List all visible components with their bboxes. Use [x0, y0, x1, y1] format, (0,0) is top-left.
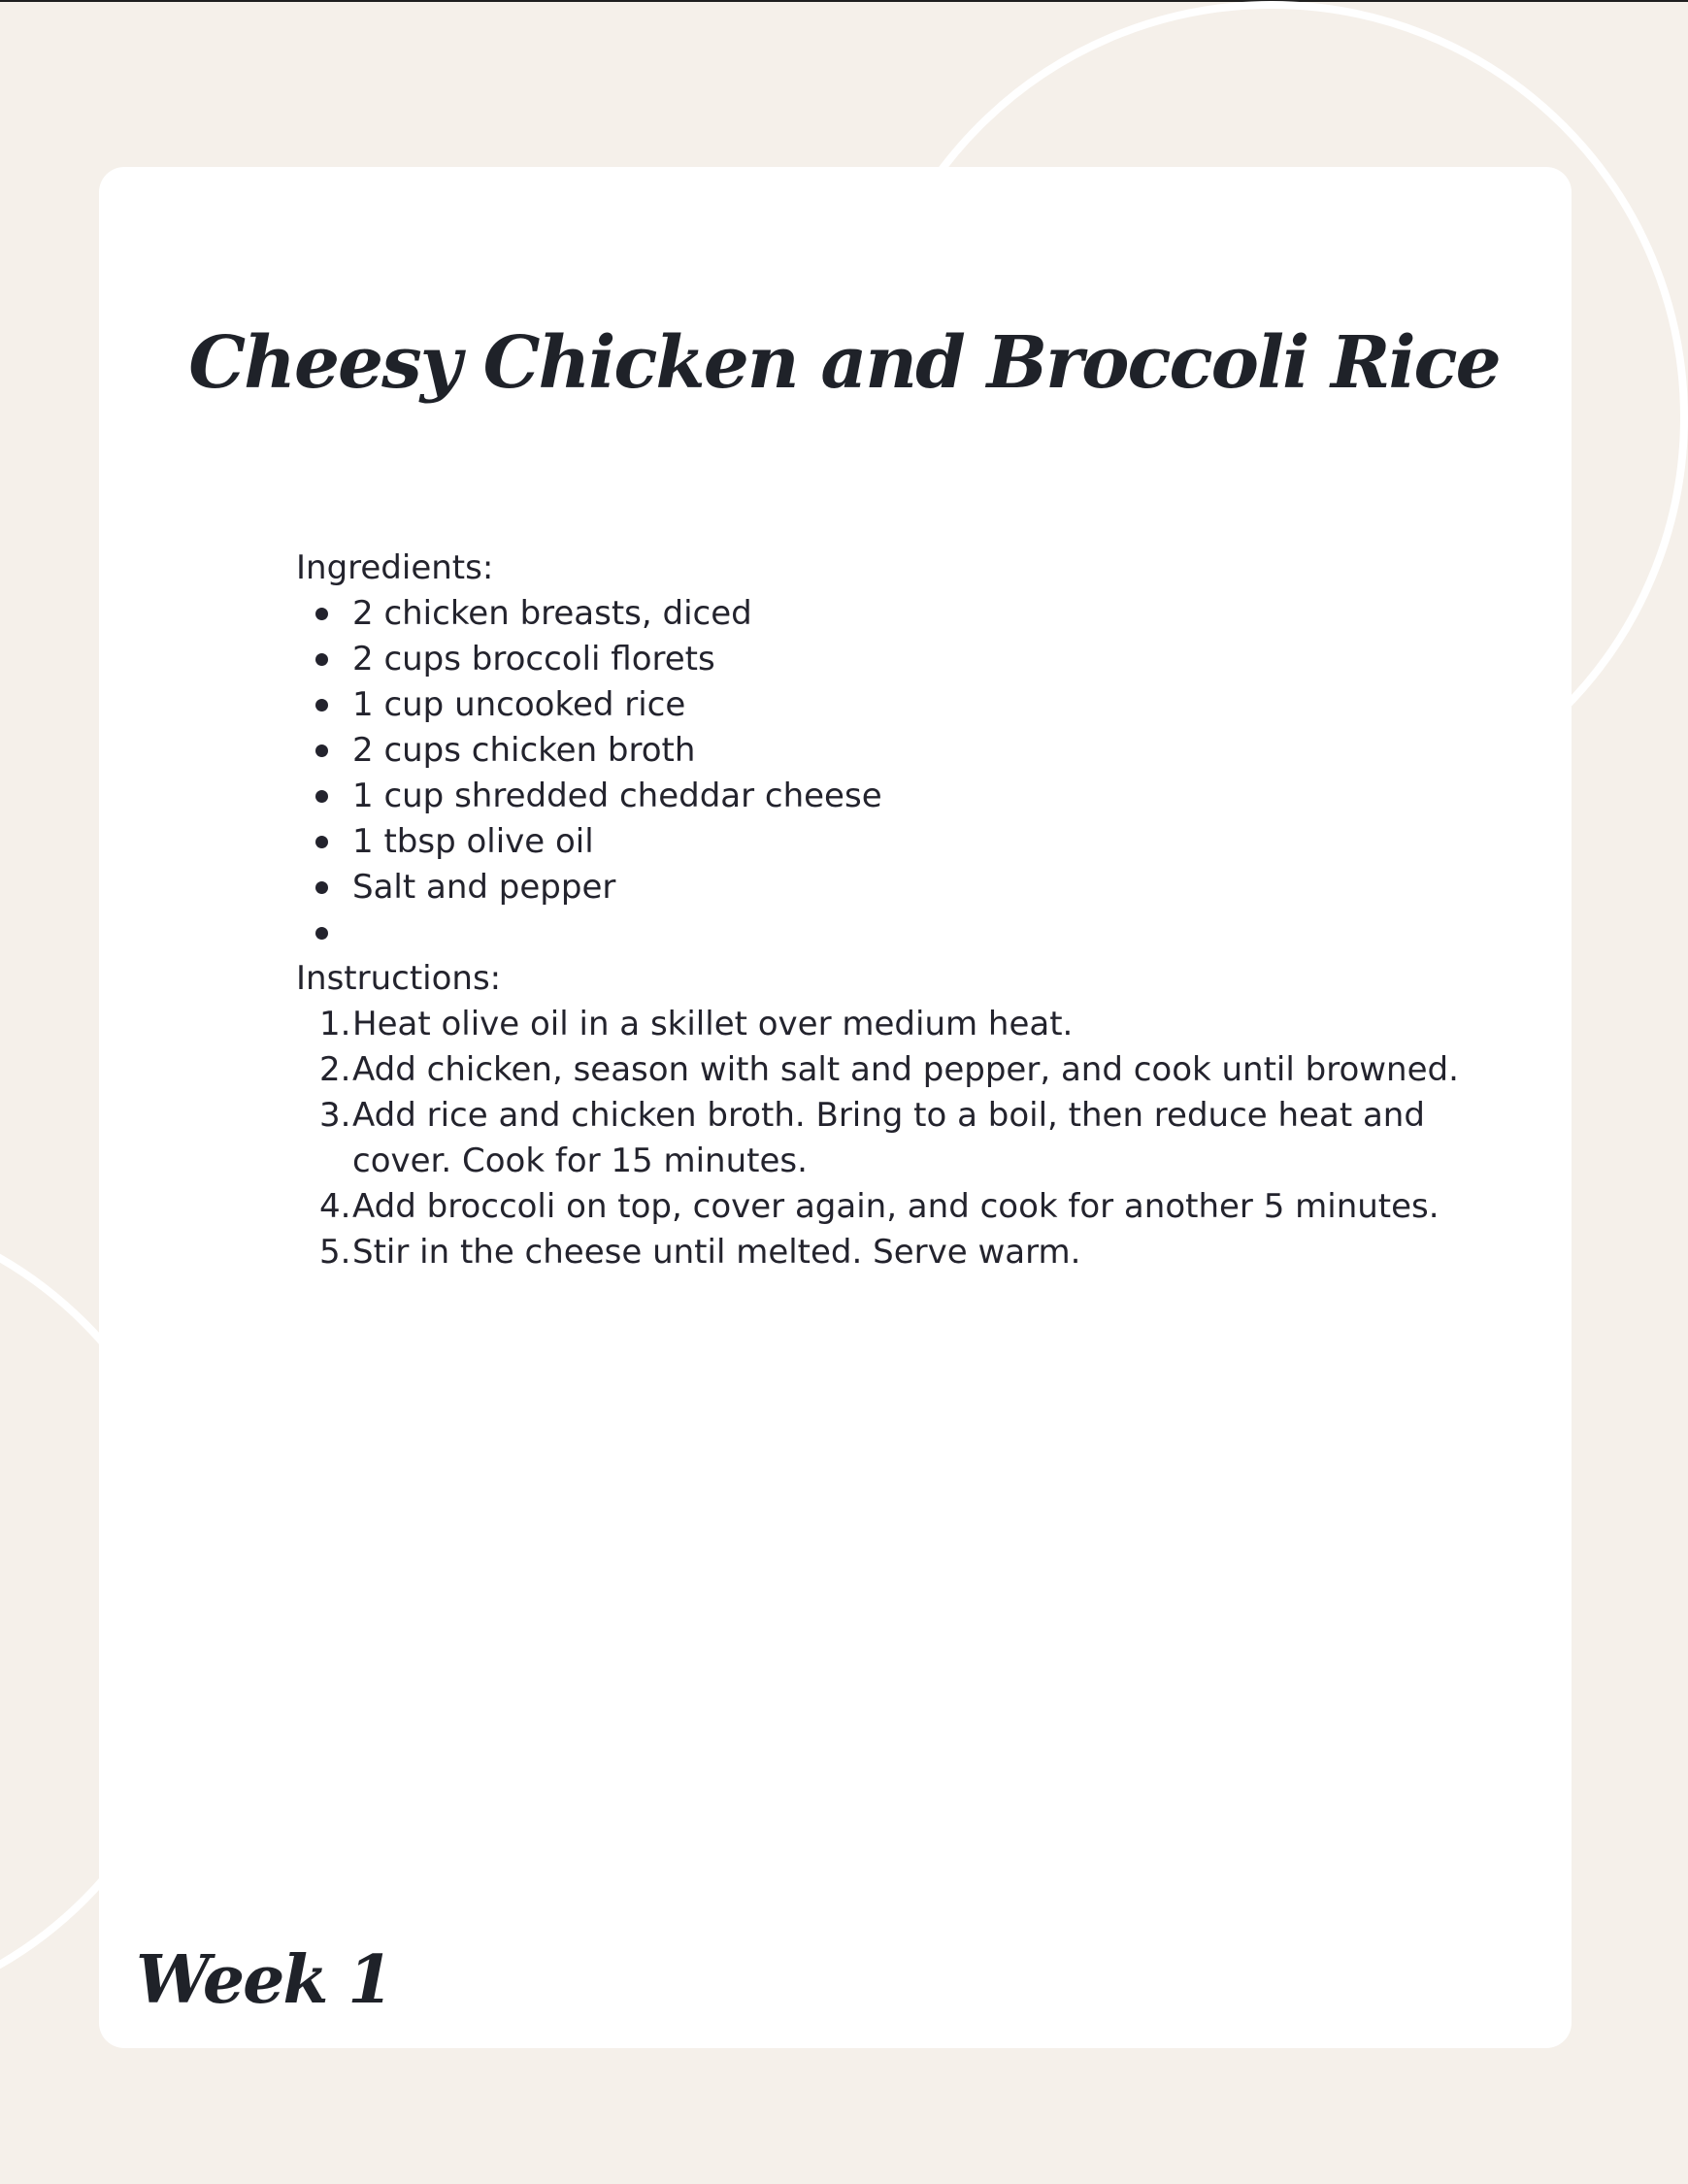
ingredient-text: 1 tbsp olive oil — [352, 822, 594, 861]
step-text: Add chicken, season with salt and pepper, and cook until browned. — [352, 1050, 1459, 1089]
step-number: 5. — [319, 1233, 351, 1272]
list-item — [296, 1184, 1461, 1230]
list-item — [296, 1047, 1461, 1093]
list-item — [296, 728, 1461, 774]
list-item — [296, 819, 1461, 865]
bullet-icon — [315, 836, 328, 848]
instructions-list — [296, 1002, 1461, 1275]
step-number: 1. — [319, 1005, 351, 1043]
bullet-icon — [315, 653, 328, 666]
step-number: 2. — [319, 1050, 351, 1089]
ingredient-text: 1 cup shredded cheddar cheese — [352, 777, 882, 815]
list-item — [296, 865, 1461, 910]
bullet-icon — [315, 927, 328, 940]
ingredients-heading: Ingredients: — [296, 548, 494, 587]
ingredient-text: 2 cups chicken broth — [352, 731, 696, 770]
list-item — [296, 682, 1461, 728]
bullet-icon — [315, 790, 328, 803]
week-label: Week 1 — [136, 1941, 392, 2019]
ingredient-text: 2 cups broccoli florets — [352, 640, 715, 678]
step-number: 3. — [319, 1096, 351, 1135]
list-item — [296, 774, 1461, 819]
step-text: Stir in the cheese until melted. Serve warm. — [352, 1233, 1081, 1272]
ingredient-text: Salt and pepper — [352, 868, 616, 907]
instructions-heading: Instructions: — [296, 959, 502, 998]
list-item — [296, 591, 1461, 637]
ingredient-text: 1 cup uncooked rice — [352, 685, 686, 724]
recipe-content — [296, 546, 1461, 1275]
bullet-icon — [315, 608, 328, 620]
list-item — [296, 1093, 1461, 1184]
step-text: Heat olive oil in a skillet over medium heat. — [352, 1005, 1074, 1043]
list-item — [296, 637, 1461, 682]
list-item — [296, 1230, 1461, 1275]
bullet-icon — [315, 699, 328, 711]
list-item — [296, 1002, 1461, 1047]
step-text: Add broccoli on top, cover again, and cook for another 5 minutes. — [352, 1187, 1440, 1226]
step-text: Add rice and chicken broth. Bring to a boil, then reduce heat and cover. Cook for 15 minutes. — [352, 1096, 1425, 1180]
bullet-icon — [315, 881, 328, 894]
list-item — [296, 910, 1461, 956]
ingredients-list — [296, 591, 1461, 956]
recipe-title: Cheesy Chicken and Broccoli Rice — [188, 321, 1500, 405]
ingredient-text: 2 chicken breasts, diced — [352, 594, 752, 633]
step-number: 4. — [319, 1187, 351, 1226]
bullet-icon — [315, 745, 328, 757]
